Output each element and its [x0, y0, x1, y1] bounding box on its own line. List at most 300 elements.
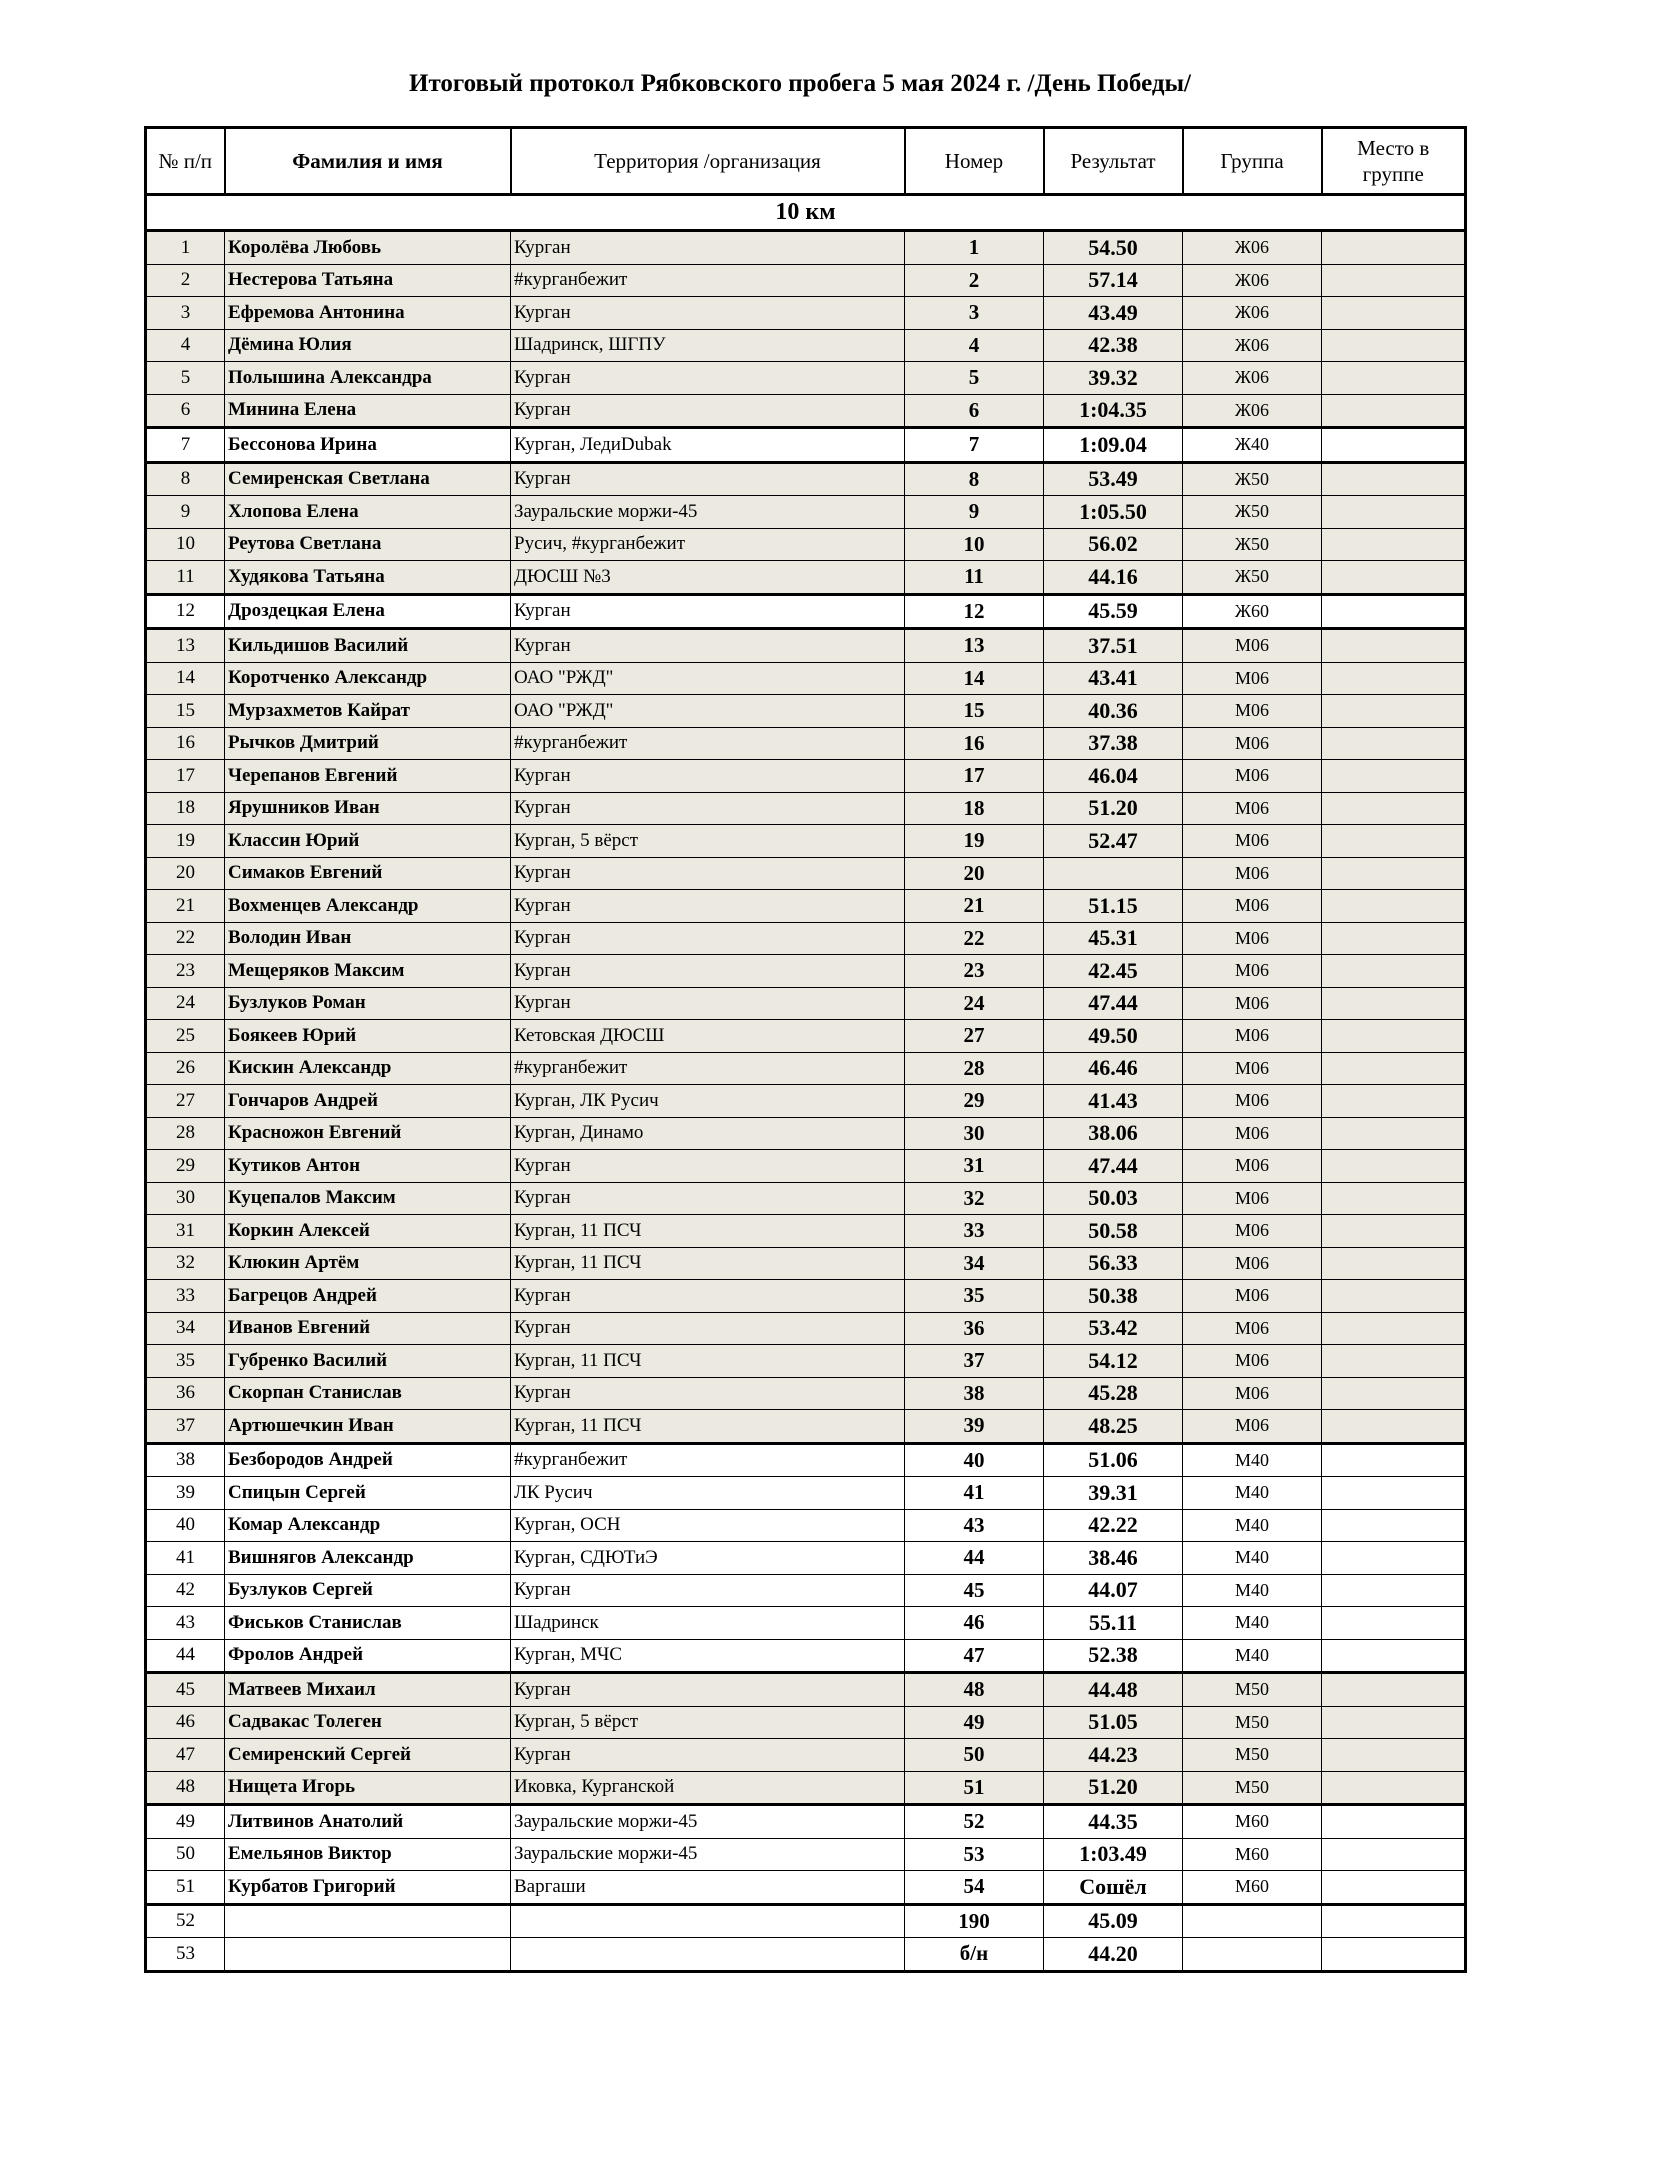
- group-place: [1322, 1443, 1466, 1477]
- age-group: М06: [1183, 1117, 1322, 1150]
- table-row: [146, 1215, 1466, 1248]
- header-org: Территория /организация: [511, 128, 905, 195]
- row-number: 43: [146, 1607, 225, 1640]
- group-place: [1322, 1247, 1466, 1280]
- bib-number: 19: [905, 825, 1044, 858]
- athlete-organization: Русич, #курганбежит: [511, 528, 905, 561]
- result-time: 1:03.49: [1044, 1838, 1183, 1871]
- group-place: [1322, 362, 1466, 395]
- result-time: 51.06: [1044, 1443, 1183, 1477]
- table-row: [146, 1673, 1466, 1707]
- table-row: [146, 1020, 1466, 1053]
- bib-number: 51: [905, 1771, 1044, 1805]
- athlete-organization: Курган, МЧС: [511, 1639, 905, 1673]
- bib-number: 39: [905, 1410, 1044, 1444]
- athlete-organization: Курган: [511, 462, 905, 496]
- athlete-organization: Курган: [511, 1280, 905, 1313]
- row-number: 20: [146, 857, 225, 890]
- row-number: 45: [146, 1673, 225, 1707]
- athlete-name: Кильдишов Василий: [225, 629, 511, 663]
- age-group: М06: [1183, 1247, 1322, 1280]
- age-group: Ж06: [1183, 297, 1322, 330]
- row-number: 38: [146, 1443, 225, 1477]
- result-time: [1044, 857, 1183, 890]
- table-row: [146, 1739, 1466, 1772]
- athlete-organization: [511, 1904, 905, 1938]
- bib-number: 1: [905, 231, 1044, 265]
- result-time: 44.20: [1044, 1938, 1183, 1972]
- group-place: [1322, 955, 1466, 988]
- athlete-organization: Иковка, Курганской: [511, 1771, 905, 1805]
- athlete-name: Фролов Андрей: [225, 1639, 511, 1673]
- table-row: [146, 890, 1466, 923]
- athlete-name: Кутиков Антон: [225, 1150, 511, 1183]
- bib-number: 6: [905, 394, 1044, 428]
- row-number: 26: [146, 1052, 225, 1085]
- result-time: 37.51: [1044, 629, 1183, 663]
- group-place: [1322, 890, 1466, 923]
- table-row: [146, 594, 1466, 629]
- athlete-organization: Шадринск, ШГПУ: [511, 329, 905, 362]
- result-time: 46.46: [1044, 1052, 1183, 1085]
- row-number: 41: [146, 1542, 225, 1575]
- athlete-name: Спицын Сергей: [225, 1477, 511, 1510]
- age-group: М06: [1183, 825, 1322, 858]
- result-time: Сошёл: [1044, 1871, 1183, 1905]
- group-place: [1322, 857, 1466, 890]
- table-row: [146, 1117, 1466, 1150]
- table-row: [146, 362, 1466, 395]
- group-place: [1322, 462, 1466, 496]
- athlete-name: Минина Елена: [225, 394, 511, 428]
- table-row: [146, 394, 1466, 428]
- row-number: 13: [146, 629, 225, 663]
- age-group: М50: [1183, 1771, 1322, 1805]
- table-row: [146, 1052, 1466, 1085]
- result-time: 50.38: [1044, 1280, 1183, 1313]
- table-row: [146, 1607, 1466, 1640]
- age-group: М40: [1183, 1509, 1322, 1542]
- group-place: [1322, 1607, 1466, 1640]
- row-number: 52: [146, 1904, 225, 1938]
- age-group: М06: [1183, 1312, 1322, 1345]
- athlete-name: Куцепалов Максим: [225, 1182, 511, 1215]
- row-number: 40: [146, 1509, 225, 1542]
- athlete-name: Бузлуков Сергей: [225, 1574, 511, 1607]
- athlete-name: Мурзахметов Кайрат: [225, 695, 511, 728]
- athlete-name: Хлопова Елена: [225, 496, 511, 529]
- athlete-organization: Курган: [511, 1150, 905, 1183]
- result-time: 54.50: [1044, 231, 1183, 265]
- result-time: 42.38: [1044, 329, 1183, 362]
- athlete-name: Вишнягов Александр: [225, 1542, 511, 1575]
- bib-number: 35: [905, 1280, 1044, 1313]
- athlete-name: Комар Александр: [225, 1509, 511, 1542]
- bib-number: 47: [905, 1639, 1044, 1673]
- age-group: М06: [1183, 890, 1322, 923]
- table-row: [146, 1477, 1466, 1510]
- row-number: 21: [146, 890, 225, 923]
- group-place: [1322, 1280, 1466, 1313]
- athlete-name: Емельянов Виктор: [225, 1838, 511, 1871]
- table-row: [146, 264, 1466, 297]
- group-place: [1322, 496, 1466, 529]
- bib-number: 36: [905, 1312, 1044, 1345]
- group-place: [1322, 329, 1466, 362]
- row-number: 27: [146, 1085, 225, 1118]
- athlete-organization: ОАО "РЖД": [511, 695, 905, 728]
- group-place: [1322, 1542, 1466, 1575]
- group-place: [1322, 1150, 1466, 1183]
- bib-number: 38: [905, 1377, 1044, 1410]
- athlete-organization: #курганбежит: [511, 1052, 905, 1085]
- athlete-name: Скорпан Станислав: [225, 1377, 511, 1410]
- table-row: [146, 561, 1466, 595]
- row-number: 33: [146, 1280, 225, 1313]
- bib-number: 49: [905, 1706, 1044, 1739]
- row-number: 51: [146, 1871, 225, 1905]
- athlete-organization: Курган, 11 ПСЧ: [511, 1345, 905, 1378]
- result-time: 38.46: [1044, 1542, 1183, 1575]
- athlete-organization: Курган: [511, 1739, 905, 1772]
- athlete-name: Семиренский Сергей: [225, 1739, 511, 1772]
- result-time: 45.28: [1044, 1377, 1183, 1410]
- group-place: [1322, 1871, 1466, 1905]
- row-number: 48: [146, 1771, 225, 1805]
- group-place: [1322, 1706, 1466, 1739]
- result-time: 1:04.35: [1044, 394, 1183, 428]
- table-row: [146, 1312, 1466, 1345]
- age-group: М06: [1183, 760, 1322, 793]
- table-row: [146, 428, 1466, 463]
- bib-number: 53: [905, 1838, 1044, 1871]
- result-time: 43.49: [1044, 297, 1183, 330]
- table-row: [146, 1542, 1466, 1575]
- result-time: 51.20: [1044, 792, 1183, 825]
- age-group: М06: [1183, 1280, 1322, 1313]
- group-place: [1322, 1052, 1466, 1085]
- athlete-name: Симаков Евгений: [225, 857, 511, 890]
- athlete-organization: ДЮСШ №3: [511, 561, 905, 595]
- group-place: [1322, 1673, 1466, 1707]
- table-row: [146, 462, 1466, 496]
- bib-number: 7: [905, 428, 1044, 463]
- group-place: [1322, 922, 1466, 955]
- result-time: 53.49: [1044, 462, 1183, 496]
- group-place: [1322, 1182, 1466, 1215]
- athlete-name: Вохменцев Александр: [225, 890, 511, 923]
- table-row: [146, 1771, 1466, 1805]
- athlete-name: Дроздецкая Елена: [225, 594, 511, 629]
- athlete-organization: Курган: [511, 890, 905, 923]
- athlete-organization: Зауральские моржи-45: [511, 496, 905, 529]
- athlete-organization: Курган, 11 ПСЧ: [511, 1410, 905, 1444]
- row-number: 46: [146, 1706, 225, 1739]
- athlete-organization: Курган, ОСН: [511, 1509, 905, 1542]
- bib-number: 190: [905, 1904, 1044, 1938]
- athlete-name: Рычков Дмитрий: [225, 727, 511, 760]
- bib-number: 40: [905, 1443, 1044, 1477]
- row-number: 30: [146, 1182, 225, 1215]
- result-time: 39.31: [1044, 1477, 1183, 1510]
- bib-number: 52: [905, 1805, 1044, 1839]
- group-place: [1322, 1410, 1466, 1444]
- age-group: М06: [1183, 792, 1322, 825]
- age-group: Ж06: [1183, 231, 1322, 265]
- athlete-name: Ефремова Антонина: [225, 297, 511, 330]
- athlete-organization: Курган: [511, 394, 905, 428]
- header-num: № п/п: [146, 128, 225, 195]
- row-number: 7: [146, 428, 225, 463]
- result-time: 41.43: [1044, 1085, 1183, 1118]
- bib-number: 16: [905, 727, 1044, 760]
- result-time: 51.05: [1044, 1706, 1183, 1739]
- table-row: [146, 329, 1466, 362]
- table-row: [146, 1639, 1466, 1673]
- athlete-organization: ЛК Русич: [511, 1477, 905, 1510]
- group-place: [1322, 394, 1466, 428]
- bib-number: 14: [905, 662, 1044, 695]
- bib-number: 13: [905, 629, 1044, 663]
- table-row: [146, 629, 1466, 663]
- group-place: [1322, 1904, 1466, 1938]
- group-place: [1322, 825, 1466, 858]
- athlete-organization: Курган, 5 вёрст: [511, 825, 905, 858]
- bib-number: 17: [905, 760, 1044, 793]
- age-group: М06: [1183, 1345, 1322, 1378]
- table-row: [146, 1938, 1466, 1972]
- row-number: 24: [146, 987, 225, 1020]
- age-group: М60: [1183, 1871, 1322, 1905]
- row-number: 44: [146, 1639, 225, 1673]
- result-time: 52.38: [1044, 1639, 1183, 1673]
- row-number: 37: [146, 1410, 225, 1444]
- age-group: Ж50: [1183, 528, 1322, 561]
- table-row: [146, 1706, 1466, 1739]
- athlete-organization: Курган: [511, 1182, 905, 1215]
- table-row: [146, 1574, 1466, 1607]
- row-number: 8: [146, 462, 225, 496]
- header-name: Фамилия и имя: [225, 128, 511, 195]
- athlete-organization: Курган: [511, 760, 905, 793]
- age-group: М06: [1183, 695, 1322, 728]
- row-number: 4: [146, 329, 225, 362]
- table-row: [146, 987, 1466, 1020]
- group-place: [1322, 1117, 1466, 1150]
- row-number: 53: [146, 1938, 225, 1972]
- bib-number: 33: [905, 1215, 1044, 1248]
- age-group: М60: [1183, 1838, 1322, 1871]
- age-group: М60: [1183, 1805, 1322, 1839]
- table-row: [146, 1443, 1466, 1477]
- age-group: М06: [1183, 1377, 1322, 1410]
- bib-number: 21: [905, 890, 1044, 923]
- result-time: 37.38: [1044, 727, 1183, 760]
- athlete-name: Красножон Евгений: [225, 1117, 511, 1150]
- athlete-organization: ОАО "РЖД": [511, 662, 905, 695]
- row-number: 28: [146, 1117, 225, 1150]
- bib-number: 4: [905, 329, 1044, 362]
- athlete-name: Матвеев Михаил: [225, 1673, 511, 1707]
- table-row: [146, 1509, 1466, 1542]
- age-group: М06: [1183, 955, 1322, 988]
- age-group: Ж06: [1183, 362, 1322, 395]
- athlete-name: Фиськов Станислав: [225, 1607, 511, 1640]
- group-place: [1322, 1345, 1466, 1378]
- result-time: 54.12: [1044, 1345, 1183, 1378]
- athlete-name: Полышина Александра: [225, 362, 511, 395]
- athlete-organization: Шадринск: [511, 1607, 905, 1640]
- age-group: М06: [1183, 1052, 1322, 1085]
- age-group: Ж60: [1183, 594, 1322, 629]
- bib-number: 10: [905, 528, 1044, 561]
- athlete-name: [225, 1938, 511, 1972]
- result-time: 1:05.50: [1044, 496, 1183, 529]
- group-place: [1322, 1085, 1466, 1118]
- result-time: 40.36: [1044, 695, 1183, 728]
- athlete-name: Классин Юрий: [225, 825, 511, 858]
- table-row: [146, 528, 1466, 561]
- age-group: М50: [1183, 1739, 1322, 1772]
- athlete-organization: Курган: [511, 955, 905, 988]
- group-place: [1322, 561, 1466, 595]
- age-group: М06: [1183, 987, 1322, 1020]
- bib-number: 8: [905, 462, 1044, 496]
- athlete-name: Коротченко Александр: [225, 662, 511, 695]
- result-time: 45.09: [1044, 1904, 1183, 1938]
- row-number: 29: [146, 1150, 225, 1183]
- table-row: [146, 1871, 1466, 1905]
- athlete-organization: #курганбежит: [511, 264, 905, 297]
- athlete-organization: Курган, 11 ПСЧ: [511, 1247, 905, 1280]
- result-time: 48.25: [1044, 1410, 1183, 1444]
- row-number: 3: [146, 297, 225, 330]
- athlete-organization: Курган, Динамо: [511, 1117, 905, 1150]
- group-place: [1322, 1020, 1466, 1053]
- athlete-organization: Курган: [511, 594, 905, 629]
- table-row: [146, 297, 1466, 330]
- table-row: [146, 1345, 1466, 1378]
- bib-number: 45: [905, 1574, 1044, 1607]
- result-time: 44.48: [1044, 1673, 1183, 1707]
- athlete-name: Реутова Светлана: [225, 528, 511, 561]
- age-group: М40: [1183, 1607, 1322, 1640]
- bib-number: 44: [905, 1542, 1044, 1575]
- athlete-name: Бузлуков Роман: [225, 987, 511, 1020]
- group-place: [1322, 760, 1466, 793]
- athlete-name: Королёва Любовь: [225, 231, 511, 265]
- table-row: [146, 1150, 1466, 1183]
- athlete-name: Дёмина Юлия: [225, 329, 511, 362]
- group-place: [1322, 629, 1466, 663]
- group-place: [1322, 1639, 1466, 1673]
- table-row: [146, 662, 1466, 695]
- row-number: 22: [146, 922, 225, 955]
- age-group: М06: [1183, 1020, 1322, 1053]
- result-time: 53.42: [1044, 1312, 1183, 1345]
- age-group: [1183, 1904, 1322, 1938]
- result-time: 56.02: [1044, 528, 1183, 561]
- group-place: [1322, 1477, 1466, 1510]
- bib-number: 50: [905, 1739, 1044, 1772]
- bib-number: 2: [905, 264, 1044, 297]
- athlete-organization: Зауральские моржи-45: [511, 1838, 905, 1871]
- row-number: 14: [146, 662, 225, 695]
- table-row: [146, 1280, 1466, 1313]
- result-time: 51.15: [1044, 890, 1183, 923]
- result-time: 38.06: [1044, 1117, 1183, 1150]
- age-group: М06: [1183, 1085, 1322, 1118]
- athlete-organization: Варгаши: [511, 1871, 905, 1905]
- header-bib: Номер: [905, 128, 1044, 195]
- result-time: 42.45: [1044, 955, 1183, 988]
- athlete-name: Мещеряков Максим: [225, 955, 511, 988]
- age-group: М40: [1183, 1639, 1322, 1673]
- row-number: 18: [146, 792, 225, 825]
- bib-number: 27: [905, 1020, 1044, 1053]
- table-row: [146, 792, 1466, 825]
- bib-number: 3: [905, 297, 1044, 330]
- age-group: [1183, 1938, 1322, 1972]
- athlete-name: Литвинов Анатолий: [225, 1805, 511, 1839]
- athlete-organization: Курган: [511, 857, 905, 890]
- table-row: [146, 727, 1466, 760]
- age-group: М06: [1183, 662, 1322, 695]
- athlete-organization: Курган: [511, 362, 905, 395]
- age-group: М40: [1183, 1542, 1322, 1575]
- bib-number: 18: [905, 792, 1044, 825]
- athlete-organization: Курган: [511, 987, 905, 1020]
- bib-number: 41: [905, 1477, 1044, 1510]
- bib-number: 43: [905, 1509, 1044, 1542]
- result-time: 49.50: [1044, 1020, 1183, 1053]
- athlete-name: Нестерова Татьяна: [225, 264, 511, 297]
- age-group: Ж06: [1183, 264, 1322, 297]
- athlete-name: Боякеев Юрий: [225, 1020, 511, 1053]
- age-group: Ж06: [1183, 329, 1322, 362]
- group-place: [1322, 662, 1466, 695]
- group-place: [1322, 1215, 1466, 1248]
- table-row: [146, 1085, 1466, 1118]
- header-place: Место в группе: [1322, 128, 1466, 195]
- bib-number: 28: [905, 1052, 1044, 1085]
- table-row: [146, 1247, 1466, 1280]
- athlete-organization: [511, 1938, 905, 1972]
- result-time: 42.22: [1044, 1509, 1183, 1542]
- athlete-organization: Курган: [511, 1377, 905, 1410]
- row-number: 11: [146, 561, 225, 595]
- group-place: [1322, 1838, 1466, 1871]
- row-number: 10: [146, 528, 225, 561]
- athlete-name: Ярушников Иван: [225, 792, 511, 825]
- result-time: 1:09.04: [1044, 428, 1183, 463]
- athlete-organization: Курган, 5 вёрст: [511, 1706, 905, 1739]
- age-group: Ж40: [1183, 428, 1322, 463]
- table-row: [146, 857, 1466, 890]
- athlete-name: Садвакас Толеген: [225, 1706, 511, 1739]
- result-time: 50.58: [1044, 1215, 1183, 1248]
- bib-number: 48: [905, 1673, 1044, 1707]
- results-table: [144, 126, 1467, 1973]
- athlete-organization: Курган: [511, 792, 905, 825]
- table-row: [146, 1182, 1466, 1215]
- bib-number: 23: [905, 955, 1044, 988]
- athlete-organization: Курган: [511, 922, 905, 955]
- result-time: 44.23: [1044, 1739, 1183, 1772]
- athlete-organization: Курган: [511, 297, 905, 330]
- athlete-name: Гончаров Андрей: [225, 1085, 511, 1118]
- result-time: 44.07: [1044, 1574, 1183, 1607]
